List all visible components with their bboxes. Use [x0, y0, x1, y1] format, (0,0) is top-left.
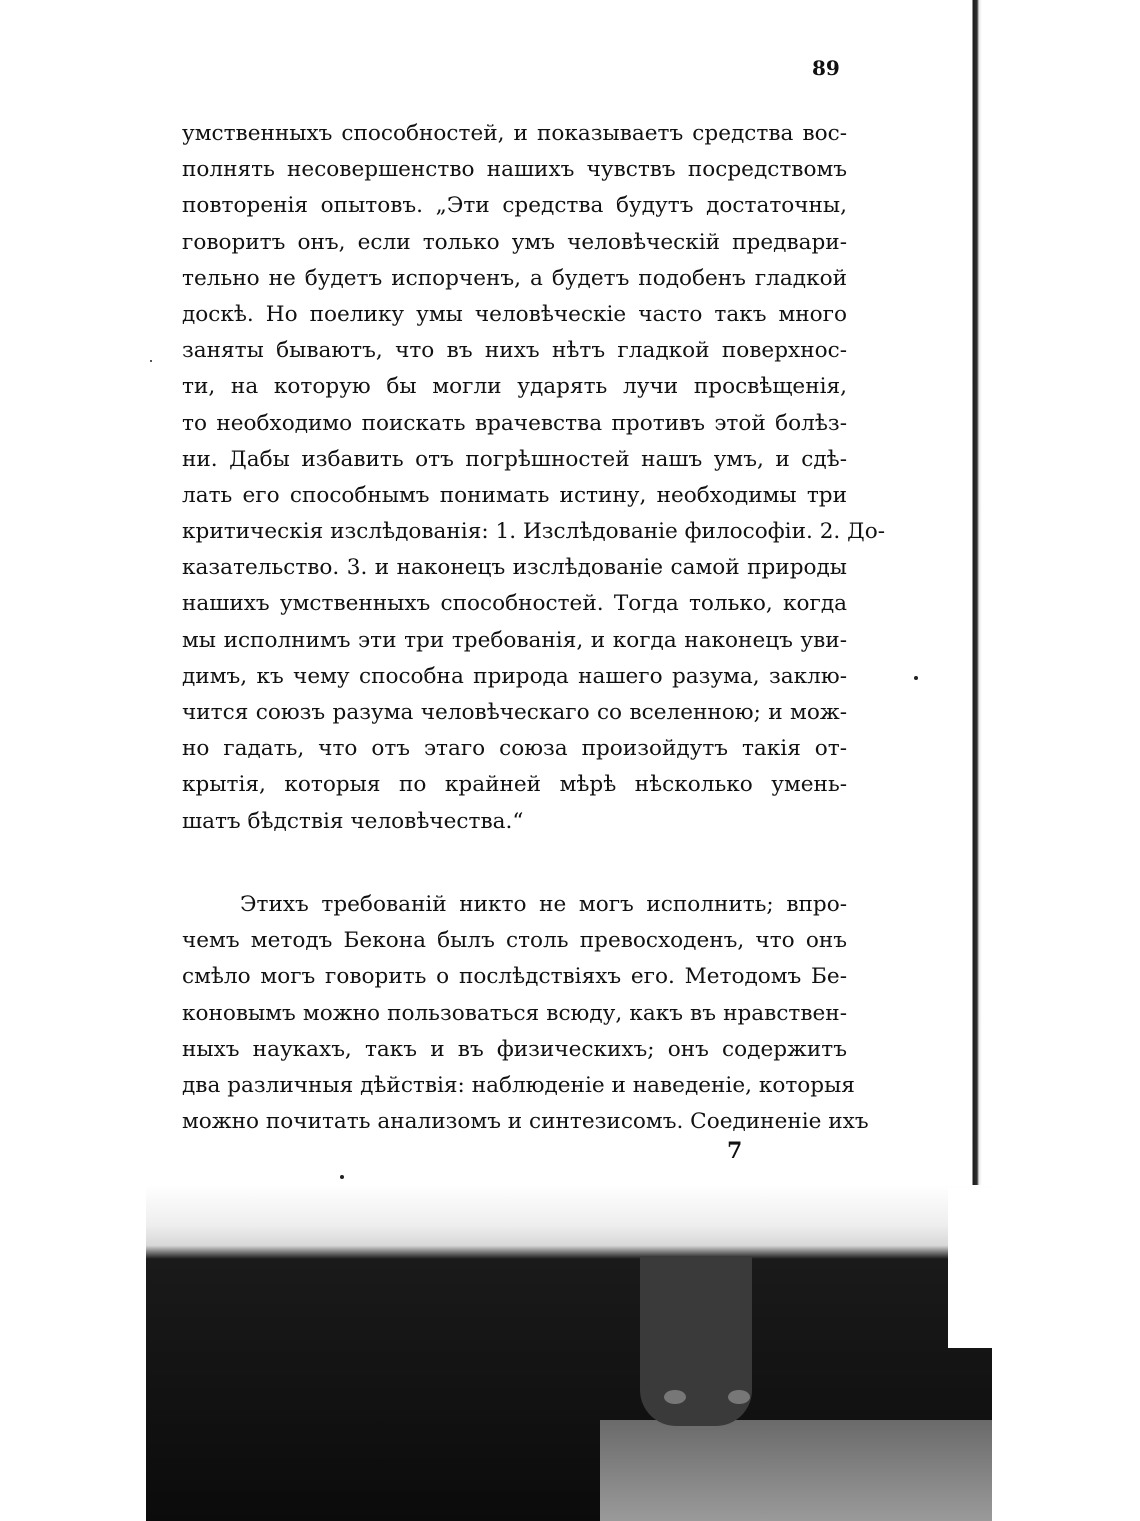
text-line: казательство. 3. и наконецъ изслѣдованіе самой природы — [182, 555, 847, 581]
text-line: повторенія опытовъ. „Эти средства будутъ достаточны, — [182, 193, 847, 219]
scan-speck — [914, 676, 918, 680]
page-number: 89 — [812, 56, 840, 80]
text-line: лать его способнымъ понимать истину, необходимы три — [182, 482, 847, 508]
scanner-floor — [600, 1420, 992, 1521]
text-line: но гадать, что отъ этаго союза произойдутъ такія от- — [182, 736, 847, 762]
text-line: крытія, которыя по крайней мѣрѣ нѣсколько умень- — [182, 772, 847, 798]
scan-speck — [340, 1175, 344, 1179]
text-line: ти, на которую бы могли ударять лучи просвѣщенія, — [182, 374, 847, 400]
text-line: коновымъ можно пользоваться всюду, какъ въ нравствен- — [182, 1000, 847, 1026]
text-line: доскѣ. Но поелику умы человѣческіе часто такъ много — [182, 301, 847, 327]
text-line: ныхъ наукахъ, такъ и въ физическихъ; онъ содержитъ — [182, 1036, 847, 1062]
text-line: критическія изслѣдованія: 1. Изслѣдованіе философіи. 2. До- — [182, 519, 886, 545]
text-line: умственныхъ способностей, и показываетъ средства вос- — [182, 121, 847, 146]
paragraph-1 — [182, 116, 886, 840]
text-line: полнять несовершенство нашихъ чувствъ посредствомъ — [182, 157, 847, 183]
clamp-hole-right — [728, 1390, 750, 1404]
text-line: чится союзъ разума человѣческаго со вселенною; и мож- — [182, 700, 847, 725]
text-line: ни. Дабы избавить отъ погрѣшностей нашъ умъ, и сдѣ- — [182, 446, 847, 472]
scanner-edge-highlight — [948, 1188, 994, 1348]
text-line: мы исполнимъ эти три требованія, и когда наконецъ уви- — [182, 627, 847, 653]
text-line: то необходимо поискать врачевства противъ этой болѣз- — [182, 410, 847, 436]
text-line: Этихъ требованій никто не могъ исполнить; впро- — [240, 892, 847, 917]
scan-binding-edge — [968, 0, 992, 1190]
text-line: говоритъ онъ, если только умъ человѣческій предвари- — [182, 229, 847, 255]
text-line: заняты бываютъ, что въ нихъ нѣтъ гладкой поверхнос- — [182, 338, 847, 364]
text-line: димъ, къ чему способна природа нашего разума, заклю- — [182, 663, 847, 689]
text-line: можно почитать анализомъ и синтезисомъ. Соединеніе ихъ — [182, 1109, 869, 1135]
paragraph-2 — [182, 887, 869, 1140]
scan-speck — [150, 360, 152, 362]
text-line: тельно не будетъ испорченъ, а будетъ подобенъ гладкой — [182, 265, 847, 291]
clamp-hole-left — [664, 1390, 686, 1404]
text-line: шатъ бѣдствія человѣчества.“ — [182, 808, 524, 834]
signature-mark: 7 — [727, 1138, 743, 1164]
text-line: два различныя дѣйствія: наблюденіе и наведеніе, которыя — [182, 1072, 855, 1098]
text-line: смѣло могъ говорить о послѣдствіяхъ его. Методомъ Бе- — [182, 964, 847, 990]
text-line: нашихъ умственныхъ способностей. Тогда только, когда — [182, 591, 847, 617]
text-line: чемъ методъ Бекона былъ столь превосходенъ, что онъ — [182, 928, 847, 954]
